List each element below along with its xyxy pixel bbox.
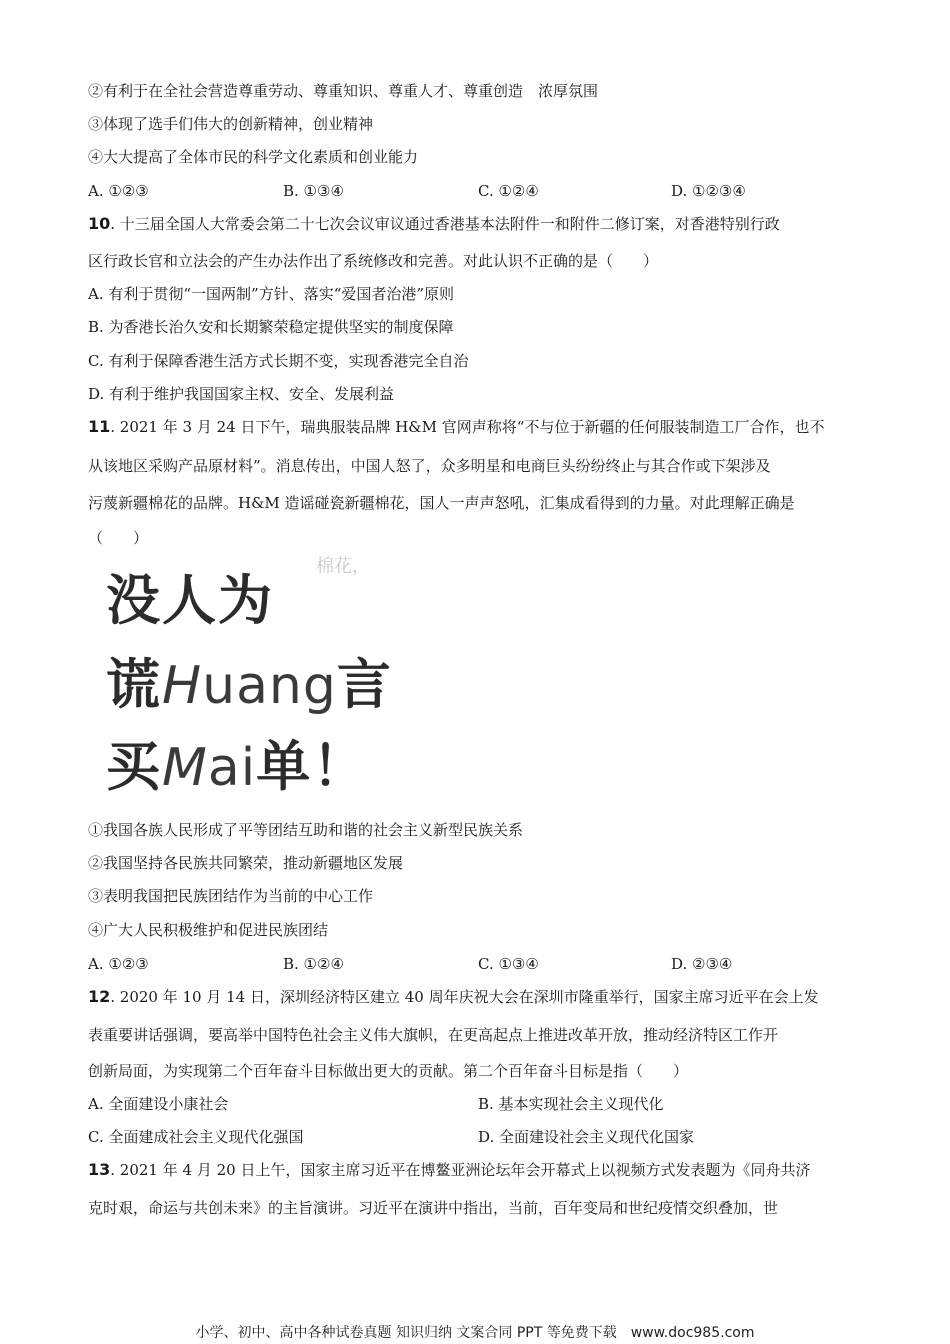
q11-stem-line3: 污蔑新疆棉花的品牌。H&M 造谣碰瓷新疆棉花，国人一声声怒吼，汇集成看得到的力量。对此理解正确是 <box>88 494 795 512</box>
q9-option-b: B. ①③④ <box>283 182 344 200</box>
slogan-faded-text: 棉花， <box>316 556 370 577</box>
q12-stem-line3: 创新局面，为实现第二个百年奋斗目标做出更大的贡献。第二个百年奋斗目标是指（ ） <box>88 1062 689 1080</box>
q12-options-row2 <box>88 1127 868 1147</box>
q11-item-4: ④广大人民积极维护和促进民族团结 <box>88 921 329 939</box>
q11-option-d: D. ②③④ <box>671 955 733 973</box>
q13-number: 13 <box>88 1160 111 1179</box>
q11-item-1: ①我国各族人民形成了平等团结互助和谐的社会主义新型民族关系 <box>88 821 524 839</box>
slogan-line-2: 谎Huang言 <box>106 653 393 716</box>
q12-option-d: D. 全面建设社会主义现代化国家 <box>478 1128 695 1146</box>
q11-stem-line1 <box>88 417 824 437</box>
q12-stem-text: . 2020 年 10 月 14 日，深圳经济特区建立 40 周年庆祝大会在深圳市隆重举行，国家主席习近平在会上发 <box>110 988 819 1006</box>
q11-slogan-image <box>98 548 418 810</box>
q11-item-3: ③表明我国把民族团结作为当前的中心工作 <box>88 887 374 905</box>
q13-stem-line2: 克时艰，命运与共创未来》的主旨演讲。习近平在演讲中指出，当前，百年变局和世纪疫情交织叠加，世 <box>88 1199 779 1217</box>
q12-option-b: B. 基本实现社会主义现代化 <box>478 1095 664 1113</box>
q12-option-a: A. 全面建设小康社会 <box>88 1095 229 1113</box>
q9-options <box>88 181 868 201</box>
q11-item-2: ②我国坚持各民族共同繁荣，推动新疆地区发展 <box>88 854 404 872</box>
q10-stem-text: . 十三届全国人大常委会第二十七次会议审议通过香港基本法附件一和附件二修订案，对香港特别行政 <box>110 215 780 233</box>
page-footer: 小学、初中、高中各种试卷真题 知识归纳 文案合同 PPT 等免费下载 www.doc985.com <box>195 1325 755 1341</box>
slogan-line-3: 买Mai单！ <box>106 735 369 798</box>
q10-option-d: D. 有利于维护我国国家主权、安全、发展利益 <box>88 385 395 403</box>
q10-option-c: C. 有利于保障香港生活方式长期不变，实现香港完全自治 <box>88 352 469 370</box>
q13-stem-line1 <box>88 1160 810 1180</box>
q11-stem-line2: 从该地区采购产品原材料”。消息传出，中国人怒了，众多明星和电商巨头纷纷终止与其合作或下架涉及 <box>88 457 771 475</box>
q11-options <box>88 954 868 974</box>
slogan-line-1: 没人为 <box>106 569 274 632</box>
q12-number: 12 <box>88 987 111 1006</box>
q11-option-a: A. ①②③ <box>88 955 149 973</box>
q9-option-d: D. ①②③④ <box>671 182 746 200</box>
q9-item-2: ②有利于在全社会营造尊重劳动、尊重知识、尊重人才、尊重创造 浓厚氛围 <box>88 82 599 100</box>
q12-option-c: C. 全面建成社会主义现代化强国 <box>88 1128 304 1146</box>
q9-option-c: C. ①②④ <box>478 182 539 200</box>
q10-option-a: A. 有利于贯彻“一国两制”方针、落实“爱国者治港”原则 <box>88 285 455 303</box>
q11-answer-bracket: （ ） <box>88 529 149 547</box>
q12-stem-line1 <box>88 987 819 1007</box>
q11-option-c: C. ①③④ <box>478 955 539 973</box>
q9-option-a: A. ①②③ <box>88 182 149 200</box>
q10-stem-line1 <box>88 214 780 234</box>
q10-number: 10 <box>88 214 111 233</box>
q13-stem-text: . 2021 年 4 月 20 日上午，国家主席习近平在博鳌亚洲论坛年会开幕式上以视频方式发表题为《同舟共济 <box>110 1161 811 1179</box>
q12-options-row1 <box>88 1094 868 1114</box>
q11-number: 11 <box>88 417 111 436</box>
q9-item-3: ③体现了选手们伟大的创新精神，创业精神 <box>88 115 374 133</box>
q11-option-b: B. ①②④ <box>283 955 344 973</box>
q9-item-4: ④大大提高了全体市民的科学文化素质和创业能力 <box>88 148 419 166</box>
q10-option-b: B. 为香港长治久安和长期繁荣稳定提供坚实的制度保障 <box>88 318 454 336</box>
q10-stem-line2: 区行政长官和立法会的产生办法作出了系统修改和完善。对此认识不正确的是（ ） <box>88 252 659 270</box>
q12-stem-line2: 表重要讲话强调，要高举中国特色社会主义伟大旗帜，在更高起点上推进改革开放，推动经济特区工作开 <box>88 1026 779 1044</box>
q11-stem-text: . 2021 年 3 月 24 日下午，瑞典服装品牌 H&M 官网声称将“不与位于新疆的任何服装制造工厂合作，也不 <box>110 418 825 436</box>
